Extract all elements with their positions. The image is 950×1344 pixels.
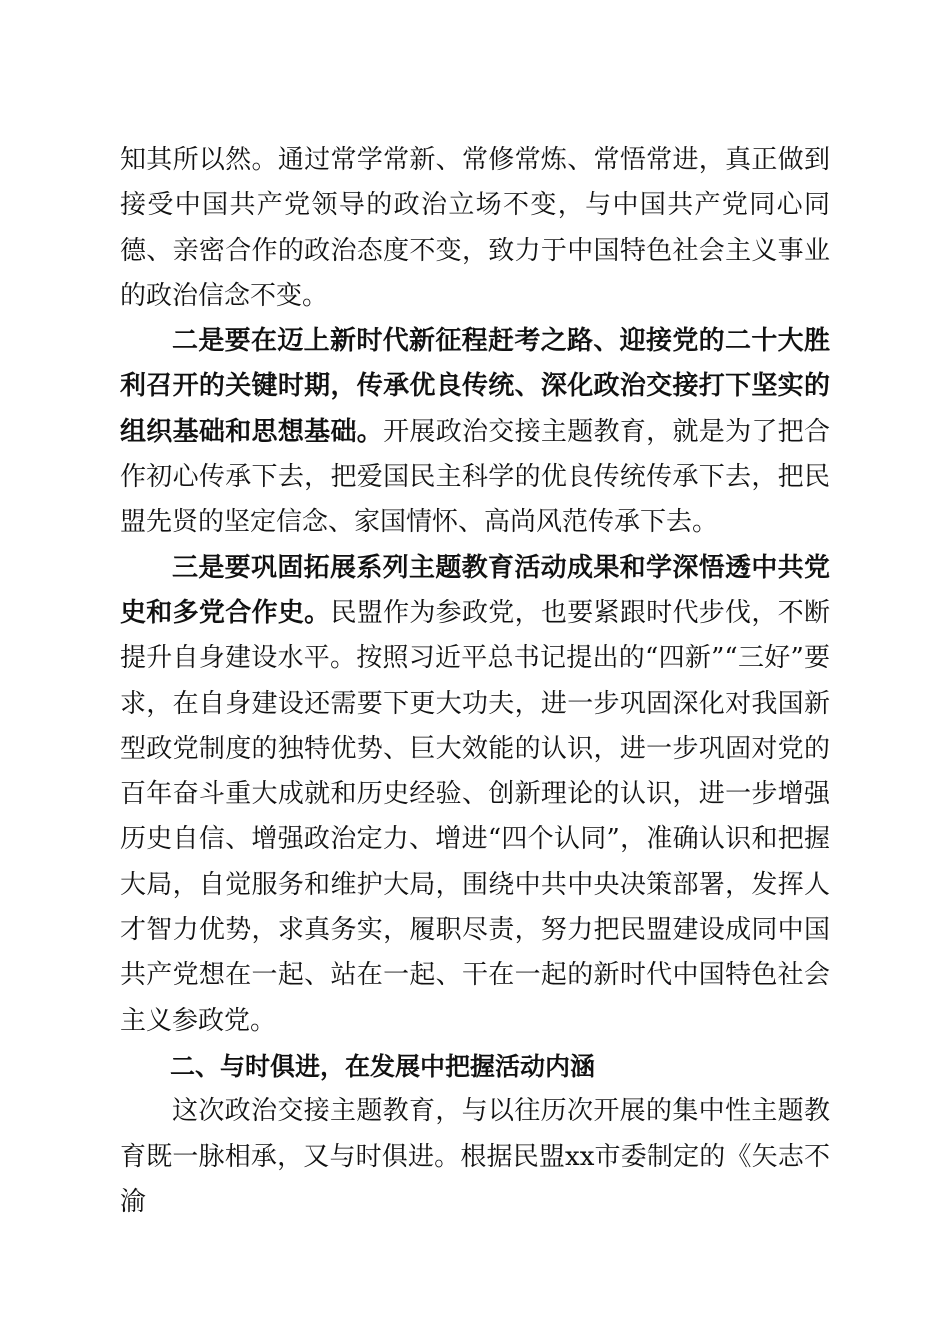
paragraph-point-three <box>120 546 830 1044</box>
paragraph-point-two <box>120 319 830 545</box>
document-body <box>120 138 830 1225</box>
section-heading: 二、与时俱进，在发展中把握活动内涵 <box>170 1051 596 1081</box>
paragraph-point-two-lead: 二是要在迈上新时代新征程赶考之路、迎接党的二十大胜利召开的关键时期，传承优良传统、深化政治交接打下坚实的组织基础和思想基础。 <box>120 326 830 447</box>
paragraph-point-three-body: 民盟作为参政党，也要紧跟时代步伐，不断提升自身建设水平。按照习近平总书记提出的“四新”“三好”要求，在自身建设还需要下更大功夫，进一步巩固深化对我国新型政党制度的独特优势、巨大效能的认识，进一步巩固对党的百年奋斗重大成就和历史经验、创新理论的认识，进一步增强历史自信、增强政治定力、增进“四个认同”，准确认识和把握大局，自觉服务和维护大局，围绕中共中央决策部署，发挥人才智力优势，求真务实，履职尽责，努力把民盟建设成同中国共产党想在一起、站在一起、干在一起的新时代中国特色社会主义参政党。 <box>120 597 830 1036</box>
paragraph-point-three-lead: 三是要巩固拓展系列主题教育活动成果和学深悟透中共党史和多党合作史。 <box>120 552 830 628</box>
paragraph-continuation: 知其所以然。通过常学常新、常修常炼、常悟常进，真正做到接受中国共产党领导的政治立场不变，与中国共产党同心同德、亲密合作的政治态度不变，致力于中国特色社会主义事业的政治信念不变。 <box>120 145 830 311</box>
paragraph-point-two-body: 开展政治交接主题教育，就是为了把合作初心传承下去，把爱国民主科学的优良传统传承下去，把民盟先贤的坚定信念、家国情怀、高尚风范传承下去。 <box>120 416 830 538</box>
paragraph-section-two-intro: 这次政治交接主题教育，与以往历次开展的集中性主题教育既一脉相承，又与时俱进。根据民盟xx市委制定的《矢志不渝 <box>120 1096 830 1217</box>
